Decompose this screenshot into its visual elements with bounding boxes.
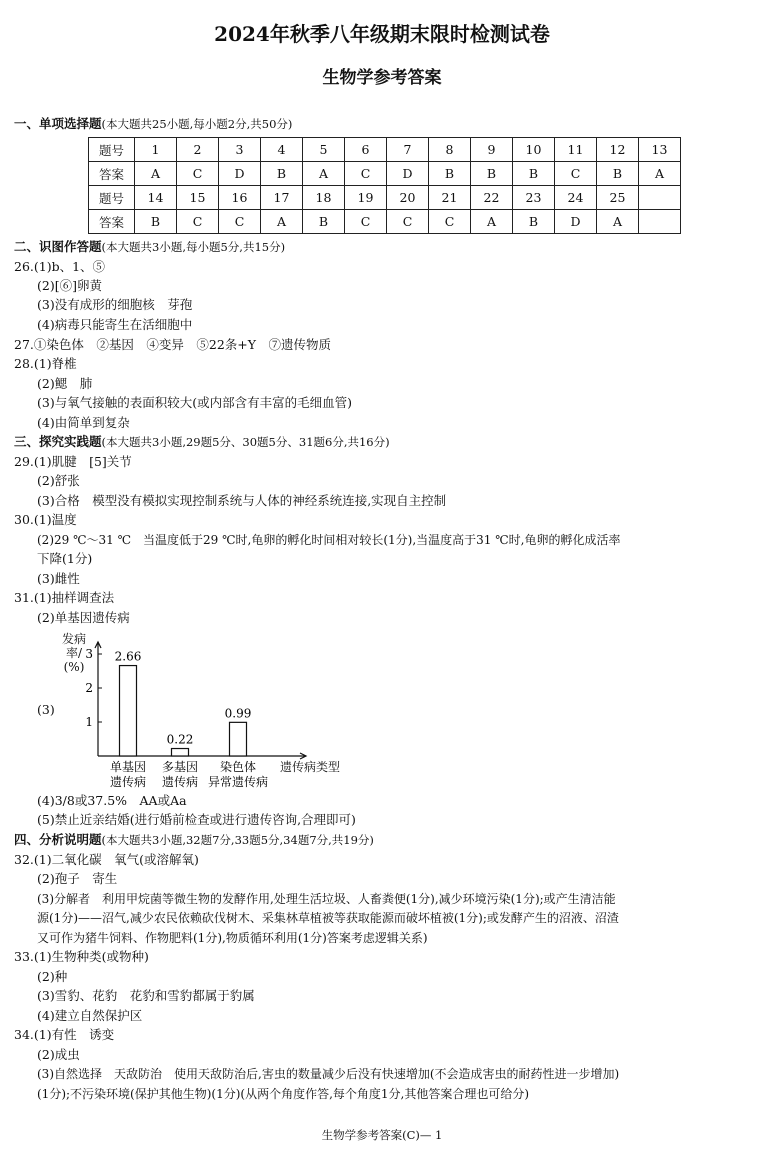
answer-line: (3)自然选择 天敌防治 使用天敌防治后,害虫的数量减少后没有快速增加(不会造成害虫的耐药性进一步增加) bbox=[37, 1067, 620, 1081]
answer-cell: C bbox=[345, 210, 387, 234]
answer-cell: A bbox=[303, 162, 345, 186]
answer-cell: B bbox=[513, 162, 555, 186]
x-category-label: 异常遗传病 bbox=[207, 775, 269, 789]
answer-line: (4)建立自然保护区 bbox=[37, 1008, 143, 1023]
answer-cell: A bbox=[597, 210, 639, 234]
answer-line: 27.①染色体 ②基因 ④变异 ⑤22条+Y ⑦遗传物质 bbox=[14, 337, 332, 352]
incidence-bar-chart bbox=[80, 632, 360, 789]
section2-heading-line bbox=[14, 238, 285, 256]
question-number-cell: 24 bbox=[555, 186, 597, 210]
bar-value-label: 0.99 bbox=[224, 706, 252, 721]
answer-line: (4)病毒只能寄生在活细胞中 bbox=[37, 317, 193, 332]
answer-line: 下降(1分) bbox=[37, 551, 93, 566]
answer-cell: A bbox=[261, 210, 303, 234]
answer-cell: A bbox=[639, 162, 681, 186]
answer-line: (5)禁止近亲结婚(进行婚前检查或进行遗传咨询,合理即可) bbox=[37, 812, 356, 827]
answer-line: (3)分解者 利用甲烷菌等微生物的发酵作用,处理生活垃圾、人畜粪便(1分),减少环境污染(1分);或产生清洁能 bbox=[37, 892, 616, 906]
answer-line: 29.(1)肌腱 [5]关节 bbox=[14, 454, 132, 469]
question-number-cell: 21 bbox=[429, 186, 471, 210]
question-number-cell: 10 bbox=[513, 138, 555, 162]
question-number-cell: 25 bbox=[597, 186, 639, 210]
section1-note: (本大题共25小题,每小题2分,共50分) bbox=[101, 117, 293, 131]
answer-line: (2)孢子 寄生 bbox=[37, 871, 118, 886]
answer-line: (3)雌性 bbox=[37, 571, 80, 586]
answer-line: (3)与氧气接触的表面积较大(或内部含有丰富的毛细血管) bbox=[37, 395, 352, 410]
answer-line: (1分);不污染环境(保护其他生物)(1分)(从两个角度作答,每个角度1分,其他答案合理也可给分) bbox=[37, 1087, 530, 1101]
question-number-cell: 22 bbox=[471, 186, 513, 210]
y-tick-label: 3 bbox=[85, 647, 93, 661]
answer-line: (3) bbox=[37, 702, 55, 717]
answer-line: 32.(1)二氧化碳 氧气(或溶解氧) bbox=[14, 852, 199, 867]
question-number-cell: 8 bbox=[429, 138, 471, 162]
question-number-cell bbox=[639, 186, 681, 210]
answer-line: (2)29 ℃～31 ℃ 当温度低于29 ℃时,龟卵的孵化时间相对较长(1分),当温度高于31 ℃时,龟卵的孵化成活率 bbox=[37, 533, 621, 547]
answer-line: 26.(1)b、1、⑤ bbox=[14, 259, 106, 274]
answer-cell: C bbox=[345, 162, 387, 186]
answer-line: 28.(1)脊椎 bbox=[14, 356, 77, 371]
question-number-cell: 13 bbox=[639, 138, 681, 162]
answer-cell: C bbox=[387, 210, 429, 234]
x-category-label: 遗传病 bbox=[161, 775, 199, 789]
page-subtitle: 生物学参考答案 bbox=[322, 68, 442, 88]
answer-line: (3)雪豹、花豹 花豹和雪豹都属于豹属 bbox=[37, 988, 255, 1003]
question-number-cell: 12 bbox=[597, 138, 639, 162]
answer-line: (3)合格 模型没有模拟实现控制系统与人体的神经系统连接,实现自主控制 bbox=[37, 493, 447, 508]
table-row bbox=[89, 210, 681, 234]
answer-cell bbox=[639, 210, 681, 234]
answer-line: (4)由简单到复杂 bbox=[37, 415, 130, 430]
section1-heading-line bbox=[14, 115, 292, 133]
answer-cell: C bbox=[429, 210, 471, 234]
x-category-label: 多基因 bbox=[161, 760, 199, 774]
answer-cell: B bbox=[135, 210, 177, 234]
answer-table bbox=[88, 137, 681, 234]
question-number-cell: 1 bbox=[135, 138, 177, 162]
answer-cell: B bbox=[513, 210, 555, 234]
question-number-cell: 20 bbox=[387, 186, 429, 210]
answer-line: (2)鳃 肺 bbox=[37, 376, 93, 391]
answer-line: 又可作为猪牛饲料、作物肥料(1分),物质循环利用(1分)答案考虑逻辑关系) bbox=[37, 931, 428, 945]
answer-cell: B bbox=[471, 162, 513, 186]
section4-heading-line bbox=[14, 831, 374, 849]
answer-line: 30.(1)温度 bbox=[14, 512, 77, 527]
y-tick-label: 1 bbox=[85, 715, 93, 729]
bar-value-label: 0.22 bbox=[166, 732, 194, 747]
answer-cell: D bbox=[219, 162, 261, 186]
answer-cell: C bbox=[177, 162, 219, 186]
page-footer: 生物学参考答案(C)— 1 bbox=[321, 1128, 443, 1142]
row-label: 答案 bbox=[89, 162, 135, 186]
answer-line: (2)成虫 bbox=[37, 1047, 80, 1062]
bar bbox=[120, 666, 137, 756]
bar-value-label: 2.66 bbox=[114, 649, 142, 664]
chart-xlabel: 遗传病类型 bbox=[280, 760, 341, 774]
bar bbox=[230, 722, 247, 756]
answer-line: (2)[⑥]卵黄 bbox=[37, 278, 102, 293]
section2-note: (本大题共3小题,每小题5分,共15分) bbox=[101, 240, 286, 254]
answer-cell: D bbox=[555, 210, 597, 234]
table-row bbox=[89, 186, 681, 210]
answer-line: (4)3/8或37.5% AA或Aa bbox=[37, 793, 187, 808]
row-label: 答案 bbox=[89, 210, 135, 234]
question-number-cell: 14 bbox=[135, 186, 177, 210]
answer-line: (2)舒张 bbox=[37, 473, 80, 488]
answer-cell: B bbox=[429, 162, 471, 186]
answer-cell: A bbox=[135, 162, 177, 186]
ylabel-text: 发病率/(%) bbox=[62, 632, 87, 674]
answer-line: (2)种 bbox=[37, 969, 68, 984]
table-row bbox=[89, 162, 681, 186]
section4-heading: 四、分析说明题 bbox=[14, 832, 102, 847]
answer-line: 源(1分)——沼气,减少农民依赖砍伐树木、采集林草植被等获取能源而破坏植被(1分);或发酵产生的沼液、沼渣 bbox=[37, 911, 619, 925]
question-number-cell: 6 bbox=[345, 138, 387, 162]
answer-line: 31.(1)抽样调查法 bbox=[14, 590, 115, 605]
question-number-cell: 7 bbox=[387, 138, 429, 162]
question-number-cell: 19 bbox=[345, 186, 387, 210]
row-label: 题号 bbox=[89, 186, 135, 210]
question-number-cell: 17 bbox=[261, 186, 303, 210]
table-row bbox=[89, 138, 681, 162]
question-number-cell: 9 bbox=[471, 138, 513, 162]
answer-cell: C bbox=[219, 210, 261, 234]
answer-cell: A bbox=[471, 210, 513, 234]
x-category-label: 单基因 bbox=[109, 760, 147, 774]
answer-cell: C bbox=[177, 210, 219, 234]
row-label: 题号 bbox=[89, 138, 135, 162]
question-number-cell: 23 bbox=[513, 186, 555, 210]
section3-heading-line bbox=[14, 433, 390, 451]
answer-line: (2)单基因遗传病 bbox=[37, 610, 130, 625]
question-number-cell: 11 bbox=[555, 138, 597, 162]
question-number-cell: 2 bbox=[177, 138, 219, 162]
section4-note: (本大题共3小题,32题7分,33题5分,34题7分,共19分) bbox=[101, 833, 374, 847]
y-tick-label: 2 bbox=[85, 681, 93, 695]
answer-line: (3)没有成形的细胞核 芽孢 bbox=[37, 297, 193, 312]
section2-heading: 二、识图作答题 bbox=[14, 239, 102, 254]
question-number-cell: 4 bbox=[261, 138, 303, 162]
question-number-cell: 15 bbox=[177, 186, 219, 210]
section3-note: (本大题共3小题,29题5分、30题5分、31题6分,共16分) bbox=[101, 435, 390, 449]
x-category-label: 染色体 bbox=[219, 760, 257, 774]
question-number-cell: 16 bbox=[219, 186, 261, 210]
question-number-cell: 5 bbox=[303, 138, 345, 162]
question-number-cell: 3 bbox=[219, 138, 261, 162]
x-category-label: 遗传病 bbox=[109, 775, 147, 789]
section3-heading: 三、探究实践题 bbox=[14, 434, 102, 449]
section1-heading: 一、单项选择题 bbox=[14, 116, 102, 131]
answer-cell: C bbox=[555, 162, 597, 186]
answer-line: 34.(1)有性 诱变 bbox=[14, 1027, 115, 1042]
answer-cell: B bbox=[597, 162, 639, 186]
question-number-cell: 18 bbox=[303, 186, 345, 210]
answer-line: 33.(1)生物种类(或物种) bbox=[14, 949, 149, 964]
answer-cell: D bbox=[387, 162, 429, 186]
answer-cell: B bbox=[303, 210, 345, 234]
bar bbox=[172, 749, 189, 756]
answer-cell: B bbox=[261, 162, 303, 186]
page-title: 2024年秋季八年级期末限时检测试卷 bbox=[214, 22, 550, 46]
